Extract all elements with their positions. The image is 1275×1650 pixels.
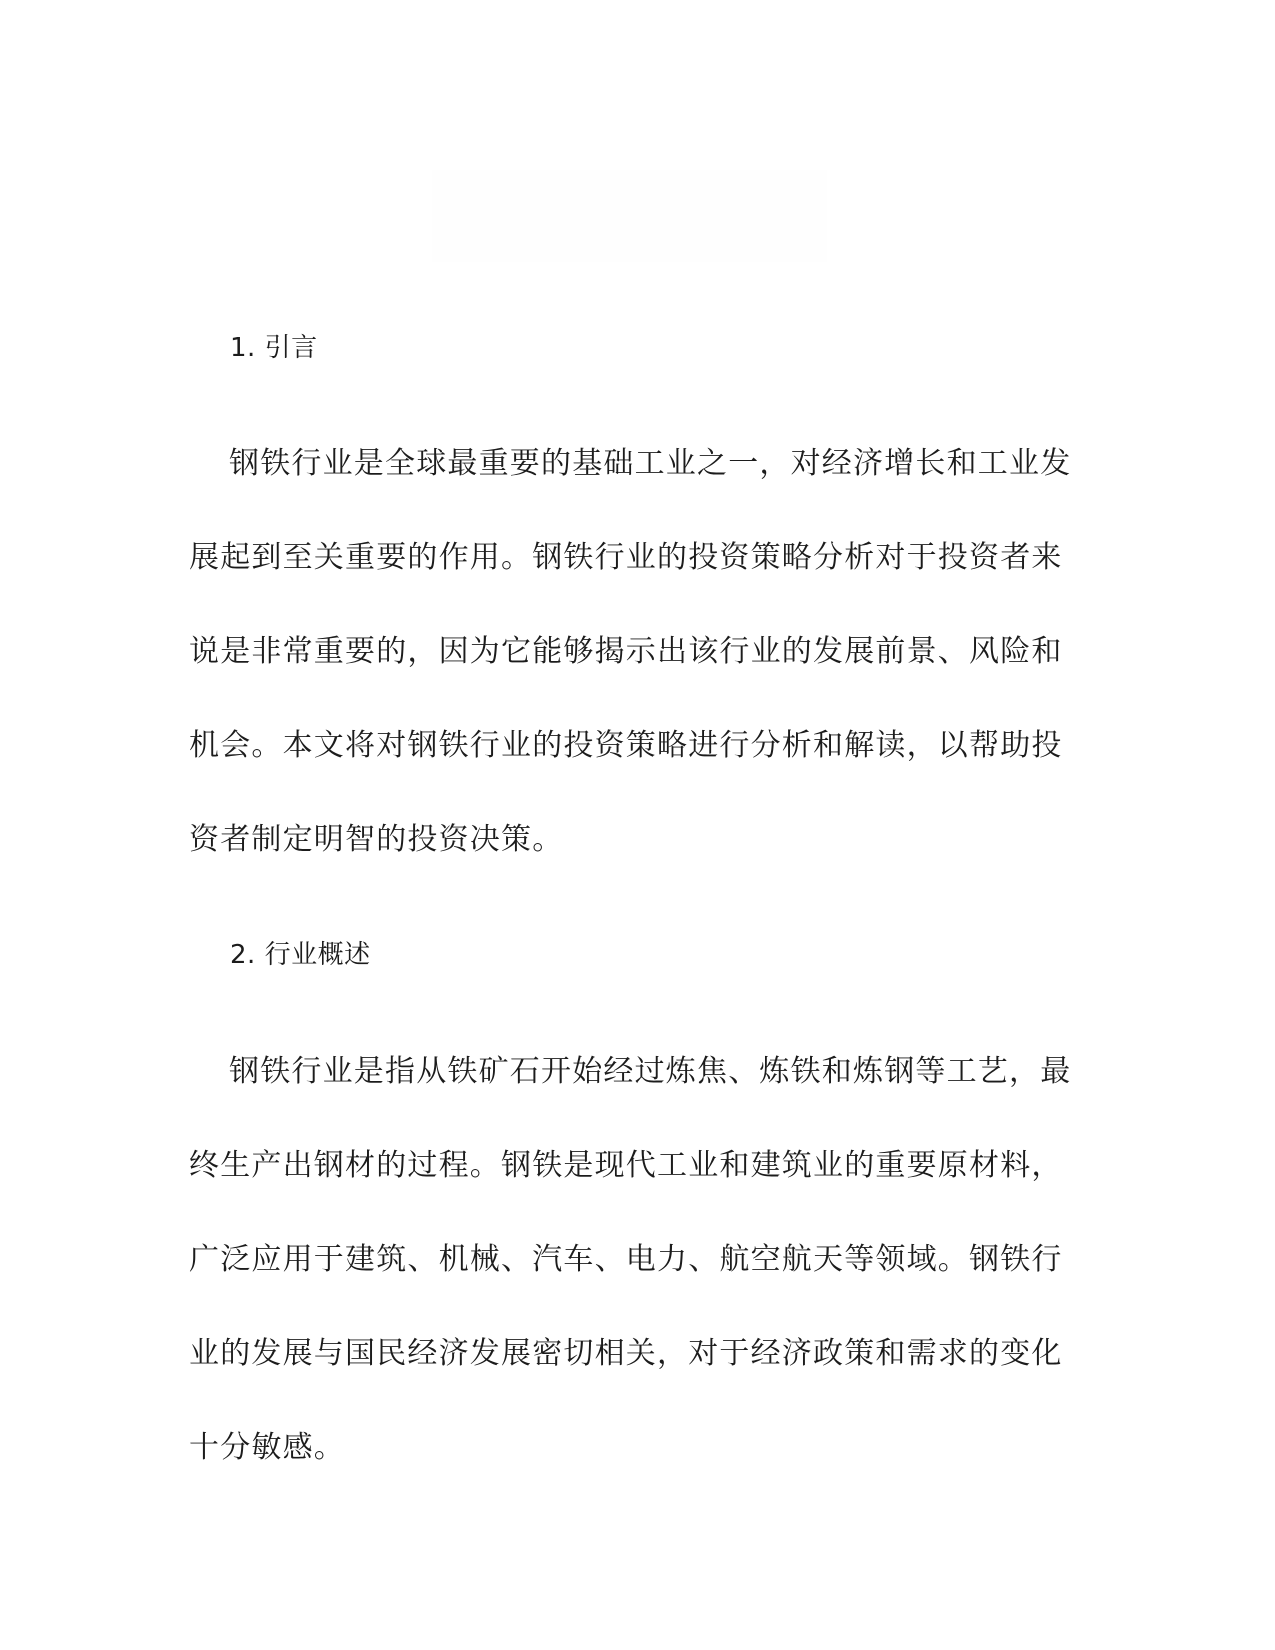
section-heading-introduction: 1. 引言 (230, 333, 318, 363)
title-placeholder (432, 170, 827, 262)
section-heading-industry-overview: 2. 行业概述 (230, 940, 371, 970)
section-paragraph-introduction: 钢铁行业是全球最重要的基础工业之一，对经济增长和工业发展起到至关重要的作用。钢铁行业的投资策略分析对于投资者来说是非常重要的，因为它能够揭示出该行业的发展前景、风险和机会。本文将对钢铁行业的投资策略进行分析和解读，以帮助投资者制定明智的投资决策。 (189, 446, 1072, 857)
section-paragraph-industry-overview: 钢铁行业是指从铁矿石开始经过炼焦、炼铁和炼钢等工艺，最终生产出钢材的过程。钢铁是现代工业和建筑业的重要原材料，广泛应用于建筑、机械、汽车、电力、航空航天等领域。钢铁行业的发展与国民经济发展密切相关，对于经济政策和需求的变化十分敏感。 (189, 1054, 1072, 1465)
